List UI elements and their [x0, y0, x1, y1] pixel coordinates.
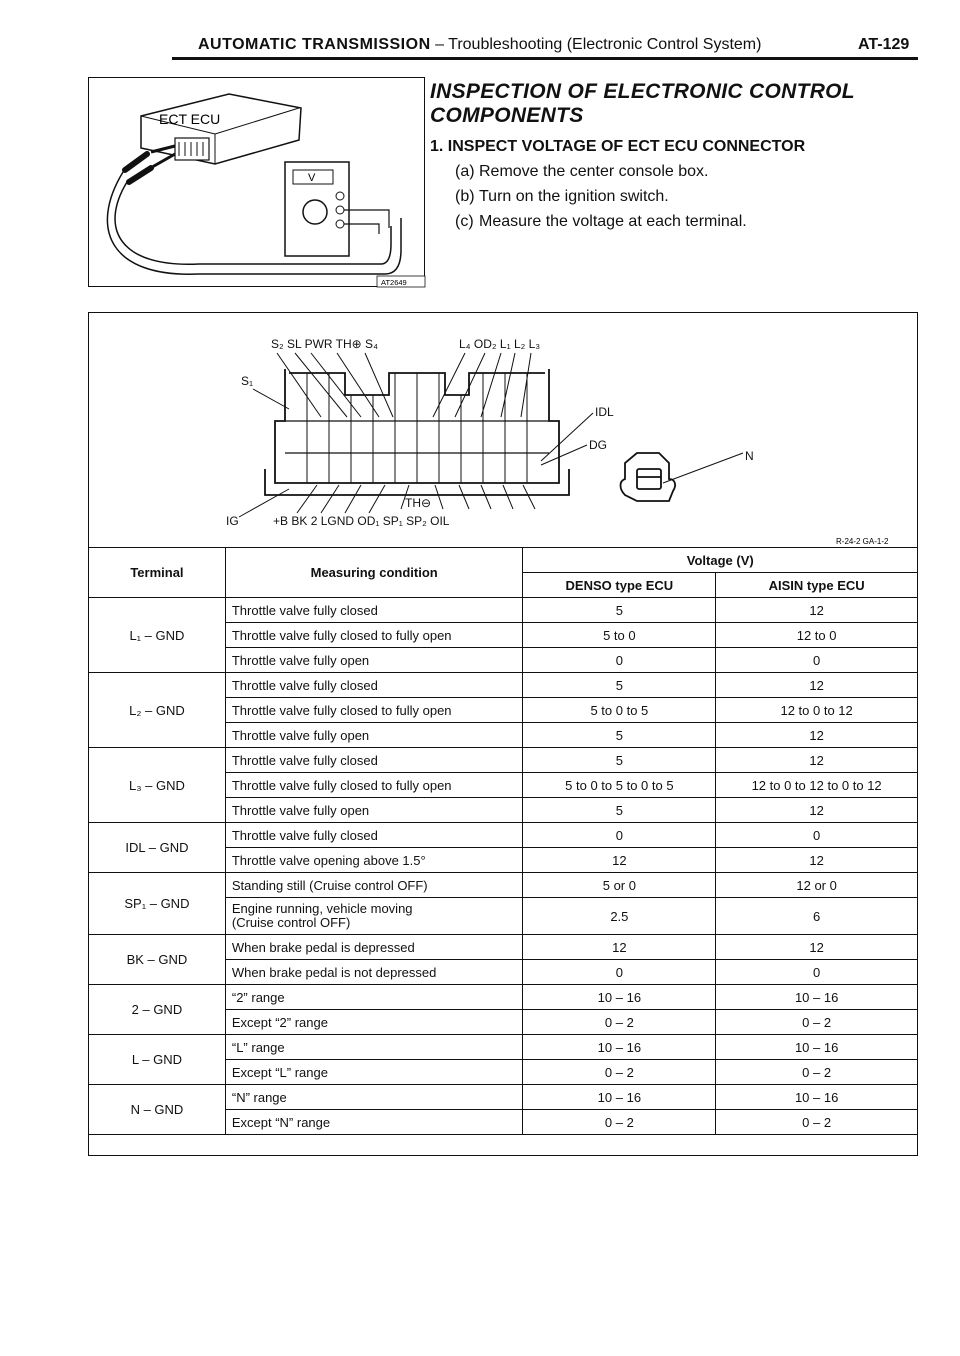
- condition-cell: Throttle valve fully closed: [225, 823, 523, 848]
- connector-diagram: [89, 313, 919, 549]
- header-voltage: Voltage (V): [523, 548, 918, 573]
- denso-voltage-cell: 5 to 0 to 5 to 0 to 5: [523, 773, 716, 798]
- aisin-voltage-cell: 0 – 2: [716, 1060, 918, 1085]
- aisin-voltage-cell: 12: [716, 798, 918, 823]
- ecu-label: ECT ECU: [159, 111, 221, 127]
- header-denso: DENSO type ECU: [523, 573, 716, 598]
- header-aisin: AISIN type ECU: [716, 573, 918, 598]
- terminal-cell: L₃ – GND: [89, 748, 226, 823]
- condition-cell: “2” range: [225, 985, 523, 1010]
- ecu-voltmeter-figure: [88, 77, 425, 287]
- header-condition: Measuring condition: [225, 548, 523, 598]
- condition-cell: Throttle valve fully closed: [225, 598, 523, 623]
- neutral-connector-icon: [621, 453, 676, 501]
- aisin-voltage-cell: 12: [716, 598, 918, 623]
- aisin-voltage-cell: 10 – 16: [716, 1035, 918, 1060]
- denso-voltage-cell: 0 – 2: [523, 1110, 716, 1135]
- aisin-voltage-cell: 12: [716, 673, 918, 698]
- denso-voltage-cell: 0 – 2: [523, 1060, 716, 1085]
- header-subsection: – Troubleshooting (Electronic Control System): [435, 36, 762, 53]
- table-row: [89, 748, 918, 773]
- table-row: [89, 1035, 918, 1060]
- terminal-cell: BK – GND: [89, 935, 226, 985]
- condition-cell: Throttle valve fully open: [225, 798, 523, 823]
- condition-cell: “L” range: [225, 1035, 523, 1060]
- terminal-cell: L – GND: [89, 1035, 226, 1085]
- section-title-line1: INSPECTION OF ELECTRONIC CONTROL: [430, 80, 855, 103]
- figure1-code: AT2649: [381, 278, 407, 287]
- terminal-cell: N – GND: [89, 1085, 226, 1135]
- header-section: AUTOMATIC TRANSMISSION: [198, 36, 431, 53]
- aisin-voltage-cell: 10 – 16: [716, 1085, 918, 1110]
- table-row: [89, 985, 918, 1010]
- denso-voltage-cell: 10 – 16: [523, 985, 716, 1010]
- ecu-connector-icon: [175, 138, 209, 160]
- denso-voltage-cell: 5 to 0: [523, 623, 716, 648]
- connector-idl-label: IDL: [595, 405, 614, 419]
- terminal-cell: 2 – GND: [89, 985, 226, 1035]
- running-header: [198, 36, 761, 54]
- aisin-voltage-cell: 0 – 2: [716, 1110, 918, 1135]
- terminal-cell: L₁ – GND: [89, 598, 226, 673]
- denso-voltage-cell: 10 – 16: [523, 1035, 716, 1060]
- substep: (c) Measure the voltage at each terminal.: [455, 213, 747, 230]
- table-row: [89, 673, 918, 698]
- connector-bottom-labels: +B BK 2 LGND OD₁ SP₁ SP₂ OIL: [273, 514, 450, 528]
- table-row: [89, 823, 918, 848]
- condition-cell: “N” range: [225, 1085, 523, 1110]
- header-terminal: Terminal: [89, 548, 226, 598]
- denso-voltage-cell: 10 – 16: [523, 1085, 716, 1110]
- condition-cell: Except “2” range: [225, 1010, 523, 1035]
- condition-cell: Throttle valve fully closed to fully open: [225, 698, 523, 723]
- page-number: AT-129: [858, 36, 910, 53]
- aisin-voltage-cell: 12 to 0: [716, 623, 918, 648]
- table-row: [89, 1085, 918, 1110]
- aisin-voltage-cell: 0: [716, 960, 918, 985]
- svg-text:V: V: [308, 172, 316, 184]
- ecu-box-icon: [141, 94, 301, 164]
- connector-s1-label: S₁: [241, 374, 254, 388]
- aisin-voltage-cell: 6: [716, 898, 918, 935]
- connector-th-minus-label: TH⊖: [405, 496, 432, 510]
- voltage-table: [88, 547, 918, 1135]
- table-row: [89, 935, 918, 960]
- denso-voltage-cell: 0: [523, 960, 716, 985]
- terminal-cell: L₂ – GND: [89, 673, 226, 748]
- denso-voltage-cell: 5: [523, 723, 716, 748]
- step-heading: 1. INSPECT VOLTAGE OF ECT ECU CONNECTOR: [430, 138, 806, 155]
- aisin-voltage-cell: 12: [716, 748, 918, 773]
- denso-voltage-cell: 12: [523, 935, 716, 960]
- probe-icon: [125, 154, 147, 170]
- condition-cell: Throttle valve fully open: [225, 648, 523, 673]
- denso-voltage-cell: 5: [523, 598, 716, 623]
- aisin-voltage-cell: 12: [716, 723, 918, 748]
- section-title: [430, 80, 855, 128]
- header-rule: [172, 57, 918, 60]
- condition-cell: Except “N” range: [225, 1110, 523, 1135]
- probe-icon: [129, 168, 151, 182]
- aisin-voltage-cell: 0: [716, 823, 918, 848]
- section-title-line2: COMPONENTS: [430, 104, 584, 127]
- substep: (a) Remove the center console box.: [455, 163, 709, 180]
- figure2-code: R-24-2 GA-1-2: [836, 537, 889, 546]
- table-row: [89, 598, 918, 623]
- aisin-voltage-cell: 12: [716, 935, 918, 960]
- condition-cell: Throttle valve fully closed: [225, 748, 523, 773]
- aisin-voltage-cell: 12 to 0 to 12 to 0 to 12: [716, 773, 918, 798]
- aisin-voltage-cell: 10 – 16: [716, 985, 918, 1010]
- terminal-cell: IDL – GND: [89, 823, 226, 873]
- aisin-voltage-cell: 0: [716, 648, 918, 673]
- condition-cell: Standing still (Cruise control OFF): [225, 873, 523, 898]
- denso-voltage-cell: 0: [523, 648, 716, 673]
- denso-voltage-cell: 5: [523, 748, 716, 773]
- denso-voltage-cell: 5 to 0 to 5: [523, 698, 716, 723]
- aisin-voltage-cell: 12 to 0 to 12: [716, 698, 918, 723]
- substep: (b) Turn on the ignition switch.: [455, 188, 669, 205]
- terminal-cell: SP₁ – GND: [89, 873, 226, 935]
- denso-voltage-cell: 5 or 0: [523, 873, 716, 898]
- aisin-voltage-cell: 12 or 0: [716, 873, 918, 898]
- ecu-voltmeter-drawing: [89, 78, 426, 288]
- condition-cell: Throttle valve fully closed to fully open: [225, 623, 523, 648]
- aisin-voltage-cell: 0 – 2: [716, 1010, 918, 1035]
- connector-n-label: N: [745, 449, 754, 463]
- condition-cell: Throttle valve fully open: [225, 723, 523, 748]
- denso-voltage-cell: 5: [523, 673, 716, 698]
- connector-ig-label: IG: [226, 514, 239, 528]
- denso-voltage-cell: 0: [523, 823, 716, 848]
- condition-cell: When brake pedal is not depressed: [225, 960, 523, 985]
- condition-cell: When brake pedal is depressed: [225, 935, 523, 960]
- condition-cell: Except “L” range: [225, 1060, 523, 1085]
- condition-cell: Throttle valve fully closed to fully open: [225, 773, 523, 798]
- denso-voltage-cell: 5: [523, 798, 716, 823]
- table-row: [89, 873, 918, 898]
- connector-top-right-labels: L₄ OD₂ L₁ L₂ L₃: [459, 337, 541, 351]
- connector-top-left-labels: S₂ SL PWR TH⊕ S₄: [271, 337, 378, 351]
- condition-cell: Engine running, vehicle moving (Cruise control OFF): [225, 898, 523, 935]
- connector-dg-label: DG: [589, 438, 607, 452]
- denso-voltage-cell: 12: [523, 848, 716, 873]
- denso-voltage-cell: 0 – 2: [523, 1010, 716, 1035]
- condition-cell: Throttle valve fully closed: [225, 673, 523, 698]
- denso-voltage-cell: 2.5: [523, 898, 716, 935]
- aisin-voltage-cell: 12: [716, 848, 918, 873]
- condition-cell: Throttle valve opening above 1.5°: [225, 848, 523, 873]
